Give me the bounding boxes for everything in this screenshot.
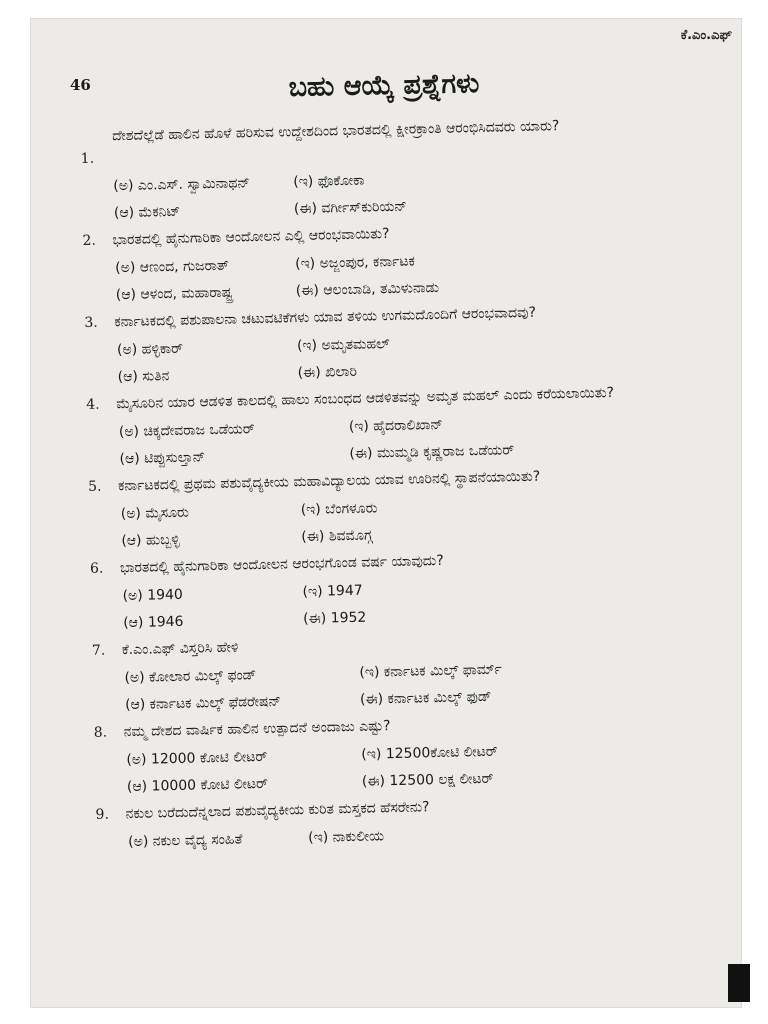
answer-option: (ಆ) ಹುಬ್ಬಳ್ಳಿ — [121, 531, 180, 550]
question-text: ಮೈಸೂರಿನ ಯಾರ ಆಡಳಿತ ಕಾಲದಲ್ಲಿ ಹಾಲು ಸಂಬಂಧದ ಆಡಳಿತವನ್ನು ಅಮೃತ ಮಹಲ್ ಎಂದು ಕರೆಯಲಾಯಿತು? — [116, 384, 615, 413]
question — [95, 791, 746, 852]
answer-option: (ಇ) ಹೈದರಾಲಿಖಾನ್ — [348, 416, 443, 435]
running-header: ಕೆ.ಎಂ.ಎಫ್ — [680, 28, 732, 43]
question-number: 4. — [86, 396, 100, 413]
option-row — [113, 163, 731, 195]
answer-option: (ಈ) ಕರ್ನಾಟಕ ಮಿಲ್ಕ್ ಫುಡ್ — [359, 688, 492, 708]
answer-option: (ಆ) 10000 ಕೋಟಿ ಲೀಟರ್ — [126, 775, 269, 796]
option-row — [117, 354, 735, 386]
option-row — [126, 737, 744, 769]
question-row — [86, 381, 736, 415]
question-number: 6. — [89, 560, 104, 577]
page-number: 46 — [70, 76, 91, 94]
answer-option: (ಆ) ಸುತಿನ — [117, 368, 170, 386]
answer-option: (ಇ) ಫೊಕೋಕಾ — [293, 172, 365, 191]
answer-option: (ಅ) ಮೈಸೂರು — [120, 504, 190, 523]
question-row — [90, 545, 740, 579]
answer-option: (ಅ) ಎಂ.ಎಸ್. ಸ್ವಾಮಿನಾಥನ್ — [113, 175, 250, 195]
option-row — [122, 573, 740, 605]
option-row — [119, 409, 737, 441]
question-row — [82, 217, 732, 251]
option-row — [125, 682, 743, 714]
answer-option: (ಇ) ಅಮೃತಮಹಲ್ — [296, 336, 390, 355]
option-row — [115, 245, 733, 277]
answer-option: (ಅ) ಚಿಕ್ಕದೇವರಾಜ ಒಡೆಯರ್ — [118, 421, 255, 441]
question-number: 3. — [84, 314, 98, 331]
answer-option: (ಅ) ನಕುಲ ವೈದ್ಯ ಸಂಹಿತೆ — [128, 831, 243, 851]
question-text: ಭಾರತದಲ್ಲಿ ಹೈನುಗಾರಿಕಾ ಆಂದೋಲನ ಆರಂಭಗೊಂಡ ವರ್ಷ ಯಾವುದು? — [119, 552, 444, 577]
option-row — [123, 600, 741, 632]
question-number: 7. — [91, 642, 106, 659]
answer-option: (ಅ) 12000 ಕೋಟಿ ಲೀಟರ್ — [126, 748, 268, 769]
option-row — [124, 655, 742, 687]
option-row — [116, 272, 734, 304]
answer-option: (ಇ) 1947 — [302, 582, 363, 601]
question-number: 2. — [82, 232, 97, 249]
question-number: 9. — [95, 806, 110, 823]
question-1-text: ದೇಶದೆಲ್ಲೆಡೆ ಹಾಲಿನ ಹೊಳೆ ಹರಿಸುವ ಉದ್ದೇಶದಿಂದ ಭಾರತದಲ್ಲಿ ಕ್ಷೀರಕ್ರಾಂತಿ ಆರಂಭಿಸಿದವರು ಯಾರು? — [112, 118, 560, 145]
question — [84, 299, 735, 387]
answer-option: (ಇ) ಬೆಂಗಳೂರು — [300, 500, 378, 519]
question — [90, 545, 741, 633]
question-text: ಕೆ.ಎಂ.ಎಫ್ ವಿಸ್ತರಿಸಿ ಹೇಳಿ — [121, 639, 239, 659]
answer-option: (ಅ) ಹಳ್ಳಿಕಾರ್ — [116, 340, 184, 359]
page-title: ಬಹು ಆಯ್ಕೆ ಪ್ರಶ್ನೆಗಳು — [288, 68, 480, 103]
answer-option: (ಇ) ಅಜ್ಜಂಪುರ, ಕರ್ನಾಟಕ — [294, 253, 415, 273]
question-list — [80, 113, 746, 861]
binding-mark — [728, 964, 750, 1002]
question-text: ಕರ್ನಾಟಕದಲ್ಲಿ ಪಶುಪಾಲನಾ ಚಟುವಟಿಕೆಗಳು ಯಾವ ತಳಿಯ ಉಗಮದೊಂದಿಗೆ ಆರಂಭವಾದವು? — [114, 304, 537, 331]
answer-option: (ಆ) 1946 — [123, 613, 184, 632]
answer-option: (ಇ) ಕರ್ನಾಟಕ ಮಿಲ್ಕ್ ಫಾರ್ಮ್ — [359, 661, 503, 681]
question — [92, 627, 743, 715]
answer-option: (ಅ) ಆಣಂದ, ಗುಜರಾತ್ — [115, 257, 229, 277]
answer-option: (ಆ) ಆಳಂದ, ಮಹಾರಾಷ್ಟ್ರ — [115, 284, 233, 304]
option-row — [121, 491, 739, 523]
question — [82, 217, 733, 305]
questions-container — [80, 135, 746, 852]
question — [88, 463, 739, 551]
option-row — [128, 819, 746, 851]
question-number: 1. — [80, 150, 95, 167]
answer-option: (ಆ) ಮೆಕನಿಟ್ — [113, 203, 181, 222]
answer-option: (ಈ) ಆಲಂಬಾಡಿ, ತಮಿಳುನಾಡು — [295, 279, 440, 300]
question-text: ಭಾರತದಲ್ಲಿ ಹೈನುಗಾರಿಕಾ ಆಂದೋಲನ ಎಲ್ಲಿ ಆರಂಭವಾಯಿತು? — [112, 226, 390, 249]
question-row — [92, 627, 742, 661]
answer-option: (ಆ) ಕರ್ನಾಟಕ ಮಿಲ್ಕ್ ಫೆಡರೇಷನ್ — [124, 693, 282, 714]
option-row — [119, 436, 737, 468]
question — [86, 381, 737, 469]
question-text: ನಕುಲ ಬರೆದುದೆನ್ನಲಾದ ಪಶುವೈದ್ಯಕೀಯ ಕುರಿತ ಮಸ್ತಕದ ಹೆಸರೇನು? — [125, 799, 430, 823]
question-row — [95, 791, 745, 825]
answer-option: (ಈ) ಖಿಲಾರಿ — [297, 363, 358, 382]
answer-option: (ಇ) 12500ಕೋಟಿ ಲೀಟರ್ — [361, 743, 498, 763]
answer-option: (ಈ) ಮುಮ್ಮಡಿ ಕೃಷ್ಣರಾಜ ಒಡೆಯರ್ — [349, 442, 515, 462]
option-row — [127, 764, 745, 796]
answer-option: (ಅ) ಕೋಲಾರ ಮಿಲ್ಕ್ ಫಂಡ್ — [124, 667, 257, 687]
answer-option: (ಈ) 1952 — [303, 609, 367, 628]
question-row — [94, 709, 744, 743]
option-row — [121, 518, 739, 550]
question — [94, 709, 745, 797]
question-row — [88, 463, 738, 497]
answer-option: (ಇ) ನಾಕುಲೀಯ — [307, 828, 385, 847]
question-row — [84, 299, 734, 333]
answer-option: (ಅ) 1940 — [122, 586, 184, 605]
answer-option: (ಆ) ಟಿಪ್ಪುಸುಲ್ತಾನ್ — [119, 449, 206, 468]
question-text: ಕರ್ನಾಟಕದಲ್ಲಿ ಪ್ರಥಮ ಪಶುವೈದ್ಯಕೀಯ ಮಹಾವಿದ್ಯಾಲಯ ಯಾವ ಊರಿನಲ್ಲಿ ಸ್ಥಾಪನೆಯಾಯಿತು? — [117, 468, 541, 495]
question-number: 8. — [93, 724, 108, 741]
answer-option: (ಈ) ವರ್ಗೀಸ್‌ಕುರಿಯನ್ — [293, 198, 407, 218]
question — [80, 135, 731, 223]
option-row — [114, 190, 732, 222]
answer-option: (ಈ) ಶಿವಮೊಗ್ಗ — [301, 527, 373, 546]
question-number: 5. — [87, 478, 102, 495]
answer-option: (ಈ) 12500 ಲಕ್ಷ ಲೀಟರ್ — [361, 770, 494, 790]
option-row — [117, 327, 735, 359]
question-text: ನಮ್ಮ ದೇಶದ ವಾರ್ಷಿಕ ಹಾಲಿನ ಉತ್ಪಾದನೆ ಅಂದಾಜು ಎಷ್ಟು? — [123, 718, 391, 741]
